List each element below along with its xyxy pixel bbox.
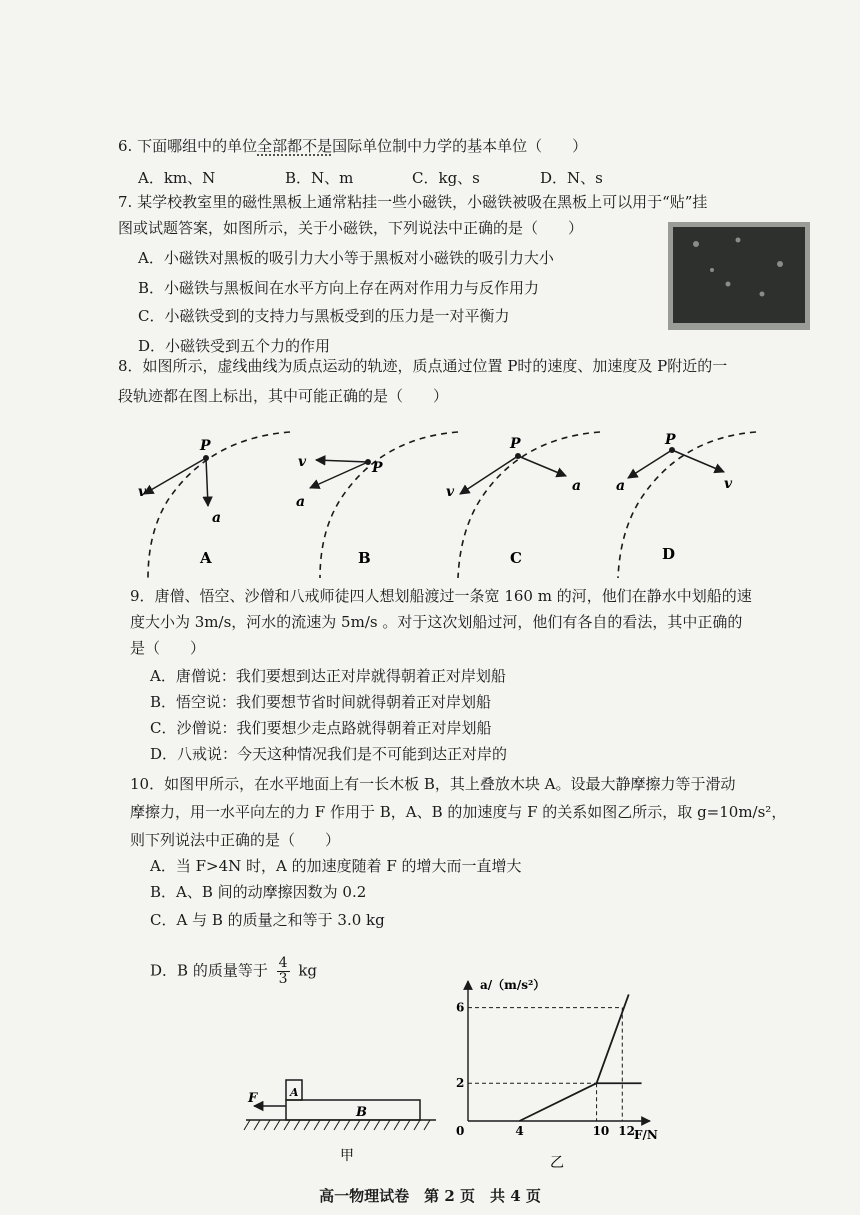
q7-option-d: D．小磁铁受到五个力的作用	[138, 337, 331, 355]
q6-stem	[118, 136, 587, 156]
y-tick-label: 6	[456, 1000, 465, 1015]
figure-b	[296, 432, 458, 578]
x-tick-label: 12	[618, 1124, 635, 1138]
q7-stem-line2: 图或试题答案，如图所示，关于小磁铁，下列说法中正确的是（ ）	[118, 219, 584, 237]
q7-option-b: B．小磁铁与黑板间在水平方向上存在两对作用力与反作用力	[138, 279, 540, 297]
figure-a-a: a	[212, 510, 222, 526]
figure-c	[446, 432, 600, 578]
q6-option-d: D．N、s	[540, 169, 603, 187]
figure-a-v: v	[138, 484, 147, 500]
figure-b-v: v	[298, 454, 307, 470]
q7-option-c: C．小磁铁受到的支持力与黑板受到的压力是一对平衡力	[138, 307, 510, 325]
x-tick-label: 10	[592, 1124, 610, 1138]
figure-a-p: P	[200, 438, 211, 454]
figure-yi-graph	[450, 975, 680, 1175]
figure-c-label: C	[510, 549, 522, 567]
q9-stem-line1: 9．唐僧、悟空、沙僧和八戒师徒四人想划船渡过一条宽 160 m 的河，他们在静水中划船的速	[130, 587, 752, 605]
q9-option-a: A．唐僧说：我们要想到达正对岸就得朝着正对岸划船	[150, 667, 506, 685]
q7-option-a: A．小磁铁对黑板的吸引力大小等于黑板对小磁铁的吸引力大小	[138, 249, 554, 267]
x-tick-label: 4	[515, 1124, 524, 1138]
magnet-dot	[760, 292, 765, 297]
q6-stem-part2: 国际单位制中力学的基本单位（ ）	[332, 137, 588, 155]
q10-stem-line2: 摩擦力，用一水平向左的力 F 作用于 B，A、B 的加速度与 F 的关系如图乙所示，取 g=10m/s²，	[130, 803, 787, 821]
q10-option-b: B．A、B 间的动摩擦因数为 0.2	[150, 883, 367, 901]
board-b-label: B	[356, 1105, 367, 1120]
q9-option-b: B．悟空说：我们要想节省时间就得朝着正对岸划船	[150, 693, 492, 711]
figure-b-a: a	[296, 494, 306, 510]
figure-b-label: B	[358, 549, 371, 567]
figure-d	[616, 432, 756, 578]
q10-option-d	[150, 956, 317, 987]
magnet-dot	[777, 261, 783, 267]
magnet-dot	[726, 282, 731, 287]
figure-jia	[240, 1070, 440, 1170]
origin-label: 0	[456, 1124, 465, 1138]
figure-d-a: a	[616, 478, 626, 494]
q7-stem-line1: 7. 某学校教室里的磁性黑板上通常粘挂一些小磁铁，小磁铁被吸在黑板上可以用于“贴”挂	[118, 193, 708, 211]
q10-stem-line3: 则下列说法中正确的是（ ）	[130, 831, 341, 849]
figure-c-v: v	[446, 484, 455, 500]
board-b	[286, 1100, 420, 1120]
y-tick-label: 2	[456, 1076, 465, 1091]
q9-option-c: C．沙僧说：我们要想少走点路就得朝着正对岸划船	[150, 719, 492, 737]
q6-stem-part1: 6. 下面哪组中的单位	[118, 137, 258, 155]
figure-yi-caption: 乙	[550, 1155, 564, 1171]
q9-option-d: D．八戒说：今天这种情况我们是不可能到达正对岸的	[150, 745, 508, 763]
figure-b-p: P	[372, 460, 383, 476]
figure-a	[138, 432, 290, 578]
figure-c-p: P	[510, 436, 521, 452]
figure-d-label: D	[662, 545, 676, 563]
magnet-dot	[693, 241, 699, 247]
q6-stem-emphasis: 全部都不是	[257, 137, 333, 155]
force-f-label: F	[248, 1091, 258, 1106]
q10-stem-line1: 10．如图甲所示，在水平地面上有一长木板 B，其上叠放木块 A。设最大静摩擦力等于滑动	[130, 775, 736, 793]
q6-option-c: C．kg、s	[412, 169, 480, 187]
figure-jia-caption: 甲	[340, 1148, 354, 1164]
figure-d-v: v	[724, 476, 733, 492]
block-a-label: A	[290, 1086, 299, 1099]
page-footer: 高一物理试卷 第 2 页 共 4 页	[319, 1187, 541, 1205]
x-axis-label: F/N	[634, 1128, 658, 1142]
y-axis-label: a/（m/s²）	[480, 978, 546, 992]
figure-a-label: A	[200, 549, 212, 567]
q10-option-d-prefix: D．B 的质量等于	[150, 961, 268, 980]
q9-stem-line3: 是（ ）	[130, 639, 206, 657]
blackboard-photo	[668, 222, 810, 330]
trajectory-figures	[120, 420, 780, 580]
q6-option-b: B．N、m	[285, 169, 354, 187]
figure-d-p: P	[665, 432, 676, 448]
q10-option-d-unit: kg	[298, 961, 318, 980]
q9-stem-line2: 度大小为 3m/s，河水的流速为 5m/s 。对于这次划船过河，他们有各自的看法，其中正确的	[130, 613, 743, 631]
magnet-dot	[736, 238, 741, 243]
q6-option-a: A．km、N	[138, 169, 216, 187]
fraction-numerator: 4	[278, 955, 288, 971]
q10-option-c: C．A 与 B 的质量之和等于 3.0 kg	[150, 911, 385, 929]
fraction-denominator: 3	[278, 971, 288, 987]
figure-c-a: a	[572, 478, 582, 494]
magnet-dot	[710, 268, 714, 272]
q10-option-a: A．当 F>4N 时，A 的加速度随着 F 的增大而一直增大	[150, 857, 522, 875]
q8-stem-line1: 8．如图所示，虚线曲线为质点运动的轨迹，质点通过位置 P时的速度、加速度及 P附近的一	[118, 357, 728, 375]
series-line-0	[519, 994, 628, 1121]
q8-stem-line2: 段轨迹都在图上标出，其中可能正确的是（ ）	[118, 387, 449, 405]
fraction	[277, 956, 290, 987]
